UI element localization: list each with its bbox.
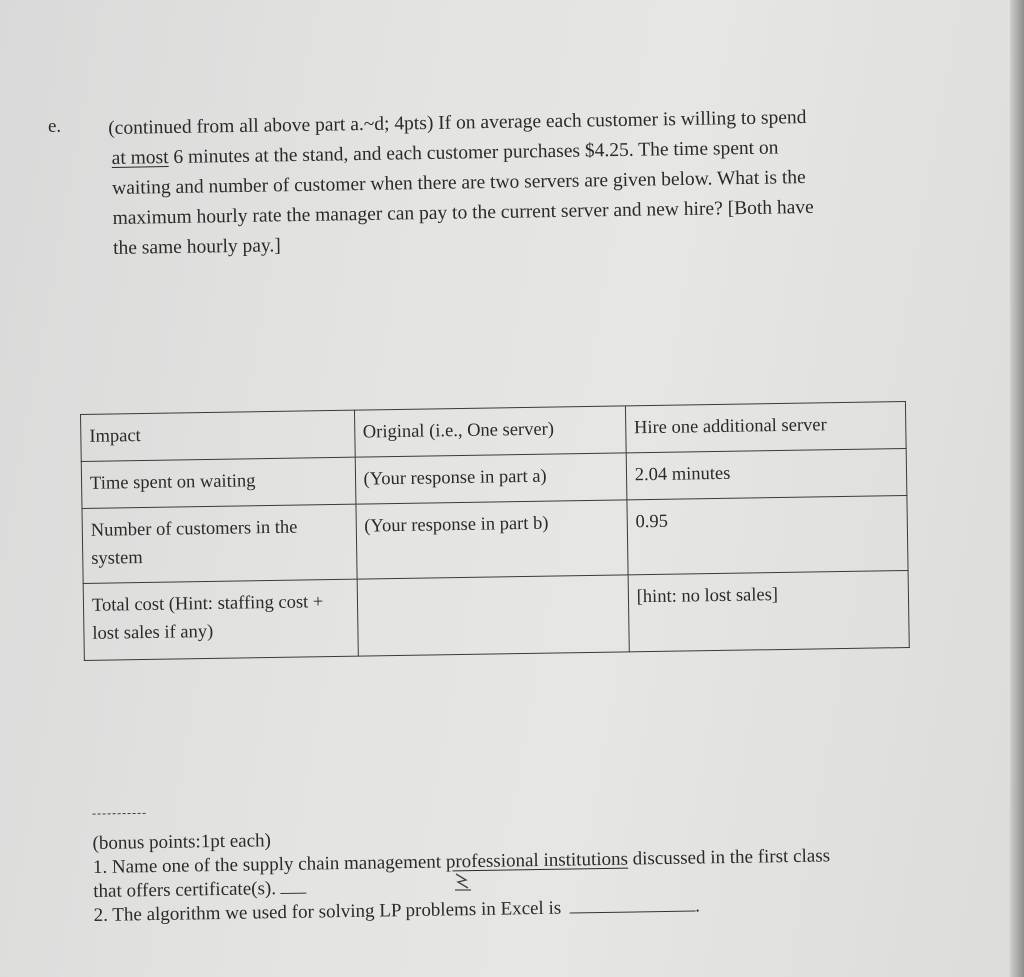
bonus-section: [92, 795, 924, 928]
row-waiting-original[interactable]: (Your response in part a): [355, 453, 627, 504]
row-total-cost-label: Total cost (Hint: staffing cost + lost sales if any): [83, 579, 358, 660]
underlined-at-most: at most: [111, 147, 169, 169]
row-total-cost-additional: [hint: no lost sales]: [628, 571, 909, 652]
paper-edge: [1010, 0, 1024, 977]
question-line-3: waiting and number of customer when there are two servers are given below. What is the: [112, 167, 806, 199]
bonus-divider: -----------: [91, 805, 148, 820]
question-line-4: maximum hourly rate the manager can pay to the current server and new hire? [Both have: [112, 196, 814, 229]
header-impact: Impact: [81, 410, 355, 461]
question-text: [108, 102, 900, 264]
row-customers-additional: 0.95: [627, 496, 908, 575]
row-waiting-additional: 2.04 minutes: [626, 449, 907, 500]
bonus-q1-underlined: professional institutions: [445, 848, 629, 873]
bonus-q1-pre: 1. Name one of the supply chain management: [92, 851, 447, 878]
question-line-1: (continued from all above part a.~d; 4pts) If on average each customer is willing to spend: [108, 107, 807, 139]
question-line-5: the same hourly pay.]: [112, 235, 281, 259]
row-waiting-label: Time spent on waiting: [81, 457, 355, 508]
impact-table: [80, 401, 910, 661]
bonus-q2-end: .: [694, 895, 701, 917]
header-additional-server: Hire one additional server: [625, 402, 906, 453]
question-line-2-rest: 6 minutes at the stand, and each customer purchases $4.25. The time spent on: [168, 137, 779, 169]
table-row: [83, 571, 909, 661]
question-label: e.: [48, 116, 62, 137]
bonus-q2-text: 2. The algorithm we used for solving LP problems in Excel is: [93, 897, 562, 926]
table-row: [82, 496, 908, 584]
bonus-q1-post: discussed in the first class: [627, 845, 831, 870]
bonus-q1-answer-blank[interactable]: [281, 879, 307, 894]
row-customers-original[interactable]: (Your response in part b): [355, 500, 627, 579]
bonus-q2-answer-blank[interactable]: [569, 897, 695, 914]
bonus-heading: (bonus points:1pt each): [92, 830, 272, 854]
row-total-cost-original[interactable]: [357, 575, 629, 656]
impact-table-wrapper: [80, 401, 910, 661]
bonus-q1-line2-text: that offers certificate(s).: [93, 878, 277, 902]
row-customers-label: Number of customers in the system: [82, 504, 357, 583]
pen-mark-icon: [452, 870, 474, 894]
header-original: Original (i.e., One server): [354, 406, 626, 457]
